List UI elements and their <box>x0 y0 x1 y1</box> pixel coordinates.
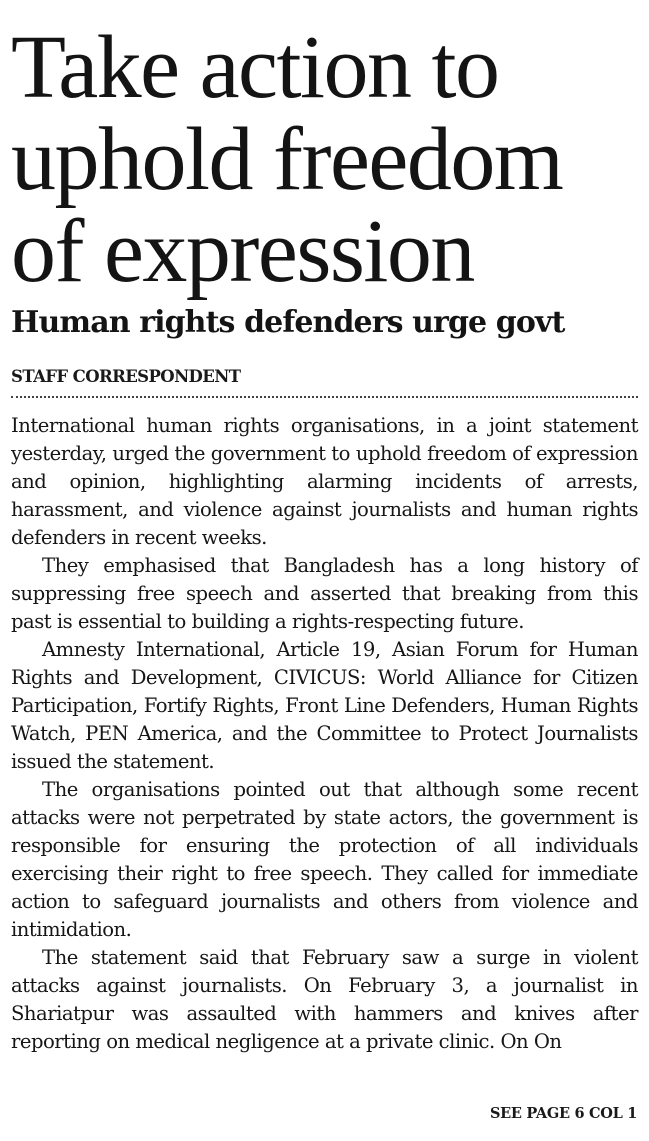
body-paragraph: Amnesty International, Article 19, Asian Forum for Human Rights and Development, CIVICUS: World Alliance for Citizen Participation, Fortify Rights, Front Line Defenders, Human Rights Watch, PEN America, and the Committee to Protect Journalists issued the statement. <box>11 638 638 773</box>
article <box>11 0 638 1056</box>
dotted-divider <box>11 396 638 398</box>
headline-line: of expression <box>11 202 474 301</box>
article-body <box>11 412 638 1056</box>
body-paragraph: The organisations pointed out that although some recent attacks were not perpetrated by state actors, the government is responsible for ensuring the protection of all individuals exercising their right to free speech. They called for immediate action to safeguard journalists and others from violence and intimidation. <box>11 778 638 941</box>
subheadline: Human rights defenders urge govt <box>11 305 565 340</box>
headline <box>11 0 638 301</box>
byline: STAFF CORRESPONDENT <box>11 367 241 386</box>
body-paragraph: The statement said that February saw a surge in violent attacks against journalists. On February 3, a journalist in Shariatpur was assaulted with hammers and knives after reporting on medical negligence at a private clinic. On On <box>11 946 638 1053</box>
headline-line: uphold freedom <box>11 110 563 209</box>
continuation-jump-label: SEE PAGE 6 COL 1 <box>489 1105 637 1122</box>
body-paragraph: They emphasised that Bangladesh has a long history of suppressing free speech and asserted that breaking from this past is essential to building a rights-respecting future. <box>11 554 638 633</box>
body-paragraph: International human rights organisations, in a joint statement yesterday, urged the government to uphold freedom of expression and opinion, highlighting alarming incidents of arrests, harassment, and violence against journalists and human rights defenders in recent weeks. <box>11 414 638 549</box>
headline-line: Take action to <box>11 18 499 117</box>
